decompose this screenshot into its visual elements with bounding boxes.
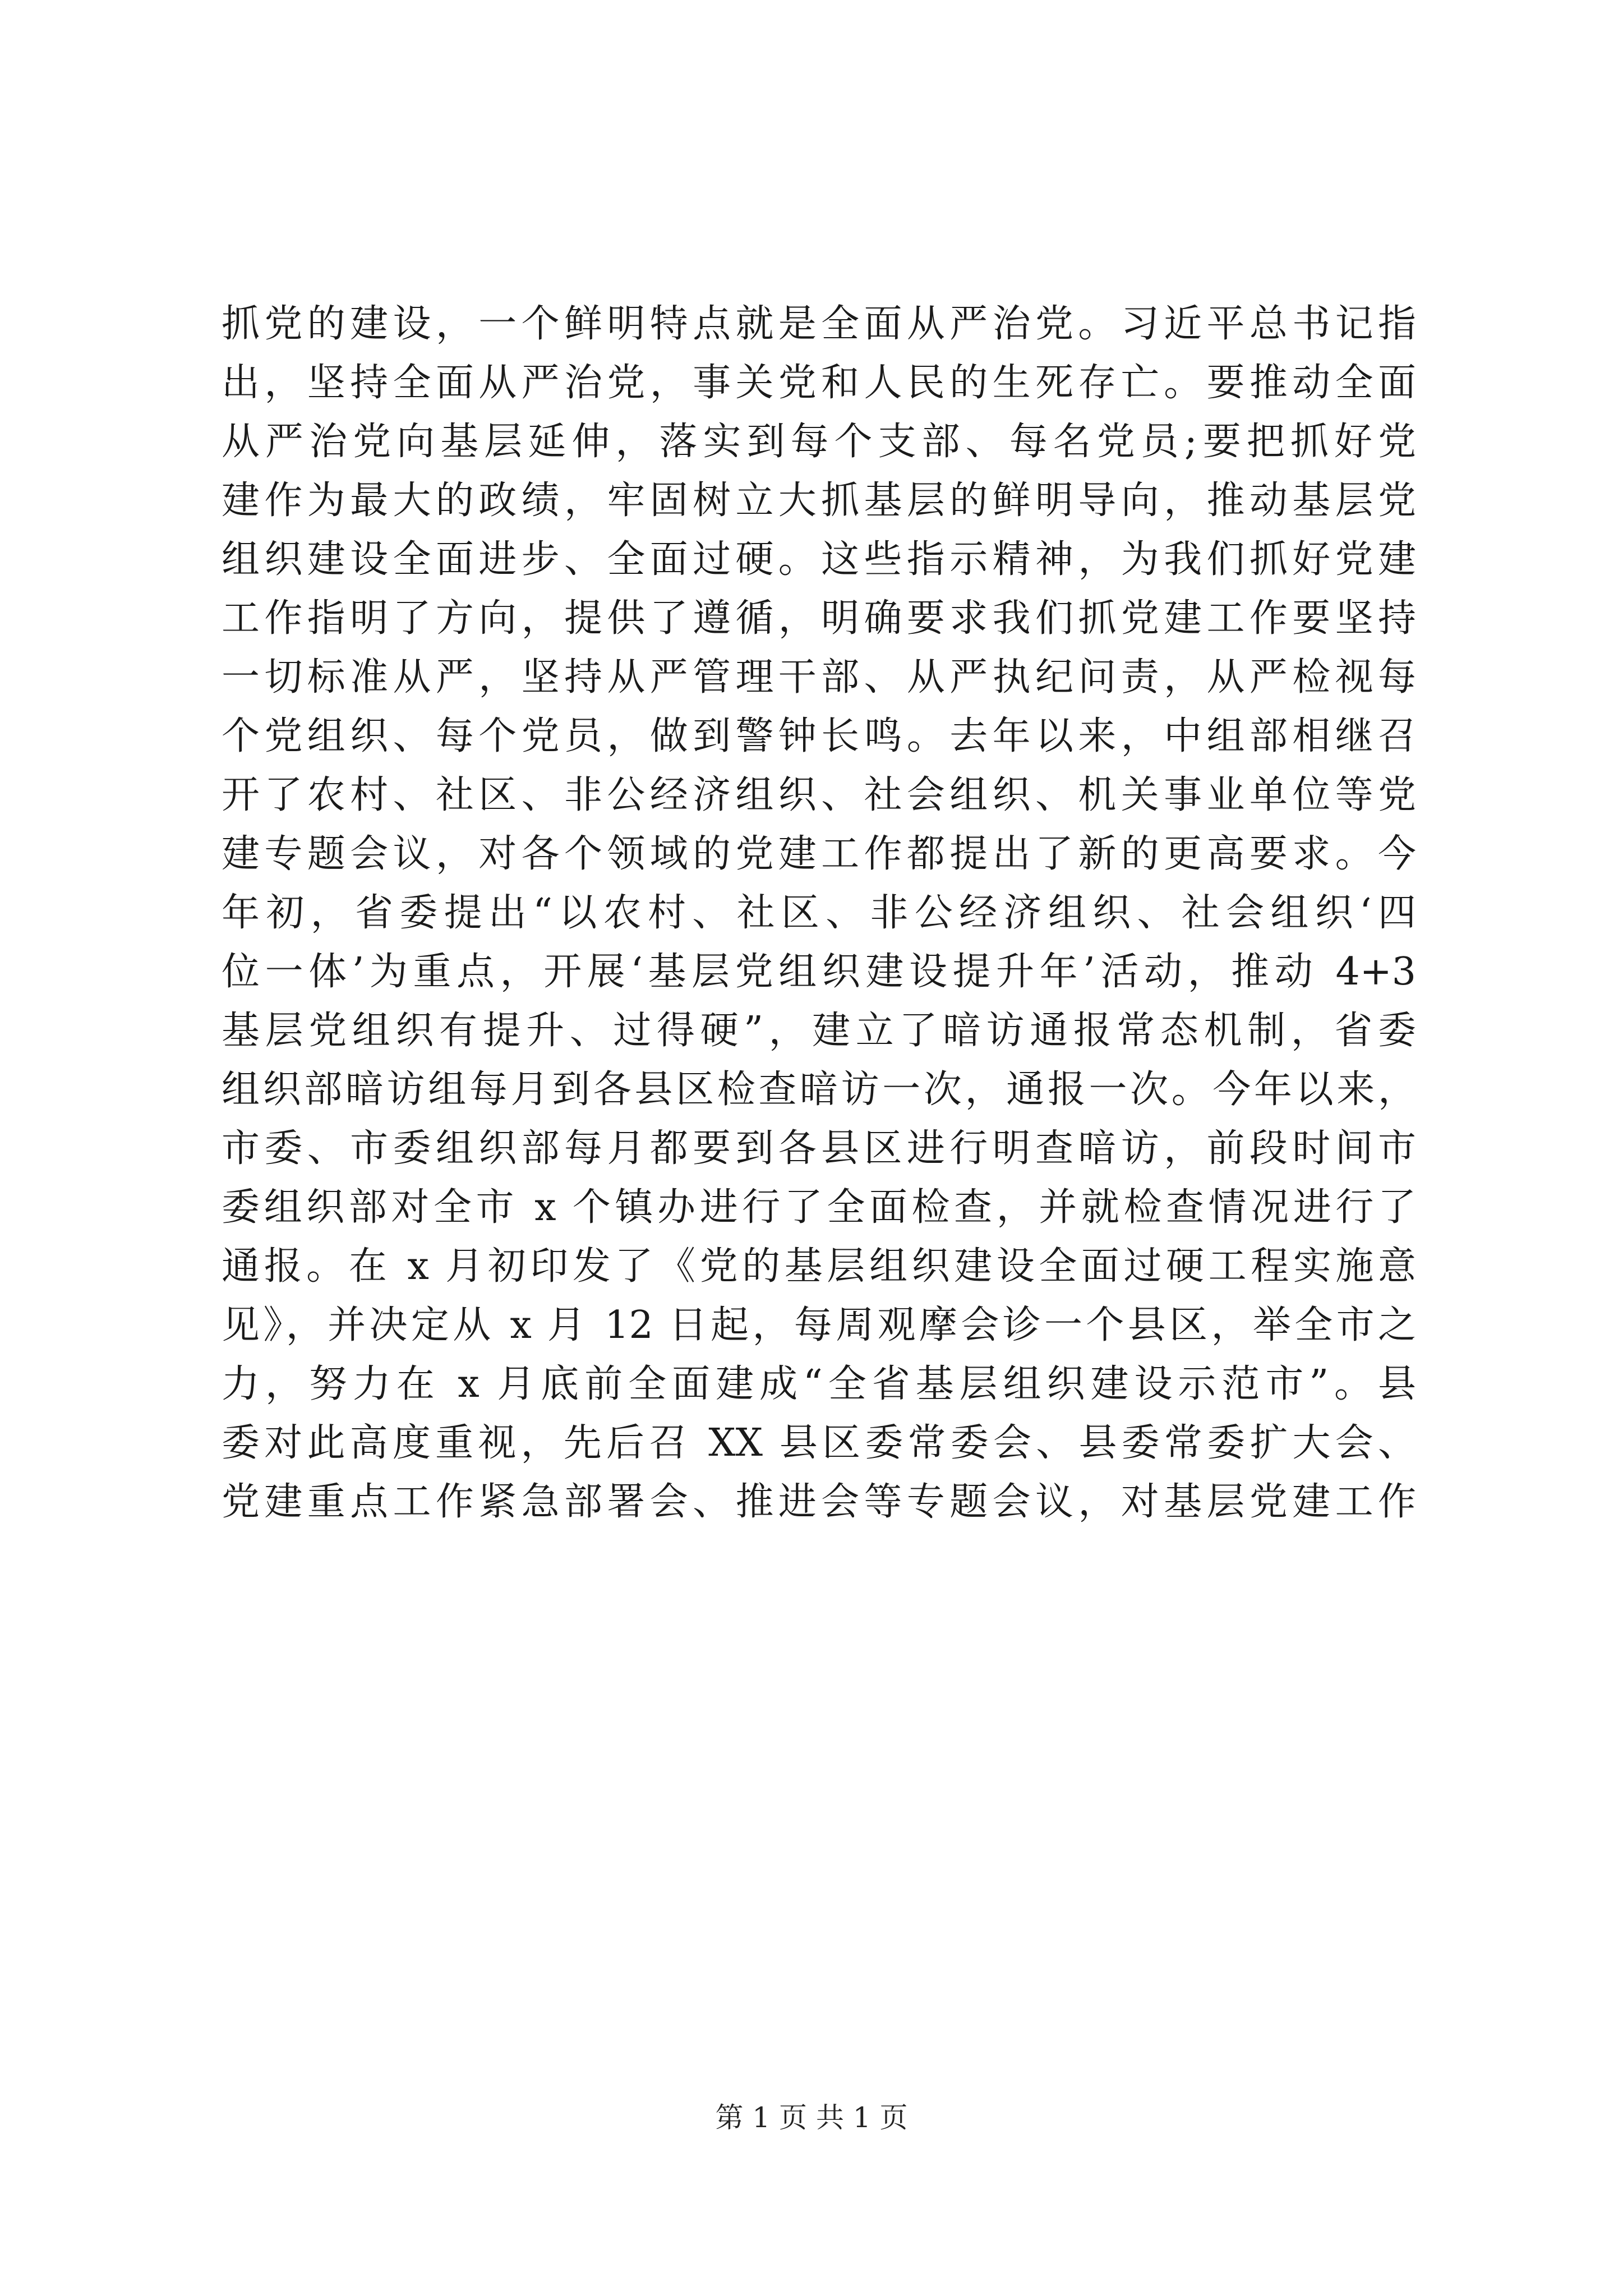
text-line: 组织建设全面进步、全面过硬。这些指示精神，为我们抓好党建 xyxy=(222,537,1416,582)
text-line: 组织部暗访组每月到各县区检查暗访一次，通报一次。今年以来， xyxy=(222,1068,1416,1112)
text-line: 开了农村、社区、非公经济组织、社会组织、机关事业单位等党 xyxy=(222,773,1416,817)
text-line: 个党组织、每个党员，做到警钟长鸣。去年以来，中组部相继召 xyxy=(222,714,1416,758)
text-line: 工作指明了方向，提供了遵循，明确要求我们抓党建工作要坚持 xyxy=(222,596,1416,641)
text-line: 委组织部对全市 x 个镇办进行了全面检查，并就检查情况进行了 xyxy=(222,1185,1416,1230)
text-line: 抓党的建设，一个鲜明特点就是全面从严治党。习近平总书记指 xyxy=(222,302,1416,346)
text-line: 党建重点工作紧急部署会、推进会等专题会议，对基层党建工作 xyxy=(222,1480,1416,1524)
text-line: 建专题会议，对各个领域的党建工作都提出了新的更高要求。今 xyxy=(222,832,1416,876)
page-footer xyxy=(0,2101,1623,2134)
text-line: 委对此高度重视，先后召 XX 县区委常委会、县委常委扩大会、 xyxy=(222,1421,1416,1465)
text-line: 出，坚持全面从严治党，事关党和人民的生死存亡。要推动全面 xyxy=(222,361,1416,405)
body-paragraph xyxy=(222,295,1416,1531)
text-line: 建作为最大的政绩，牢固树立大抓基层的鲜明导向，推动基层党 xyxy=(222,478,1416,523)
text-line: 年初，省委提出“以农村、社区、非公经济组织、社会组织‘四 xyxy=(222,891,1416,935)
text-line: 通报。在 x 月初印发了《党的基层组织建设全面过硬工程实施意 xyxy=(222,1244,1416,1289)
page-number: 第 1 页 共 1 页 xyxy=(715,2101,908,2134)
text-line: 位一体’为重点，开展‘基层党组织建设提升年’活动，推动 4+3 xyxy=(222,950,1416,994)
text-line: 力，努力在 x 月底前全面建成“全省基层组织建设示范市”。县 xyxy=(222,1362,1416,1406)
text-line: 从严治党向基层延伸，落实到每个支部、每名党员;要把抓好党 xyxy=(222,420,1416,464)
text-line: 基层党组织有提升、过得硬”，建立了暗访通报常态机制，省委 xyxy=(222,1009,1416,1053)
text-line: 见》，并决定从 x 月 12 日起，每周观摩会诊一个县区，举全市之 xyxy=(222,1303,1416,1347)
text-line: 市委、市委组织部每月都要到各县区进行明查暗访，前段时间市 xyxy=(222,1126,1416,1171)
text-line: 一切标准从严，坚持从严管理干部、从严执纪问责，从严检视每 xyxy=(222,655,1416,700)
